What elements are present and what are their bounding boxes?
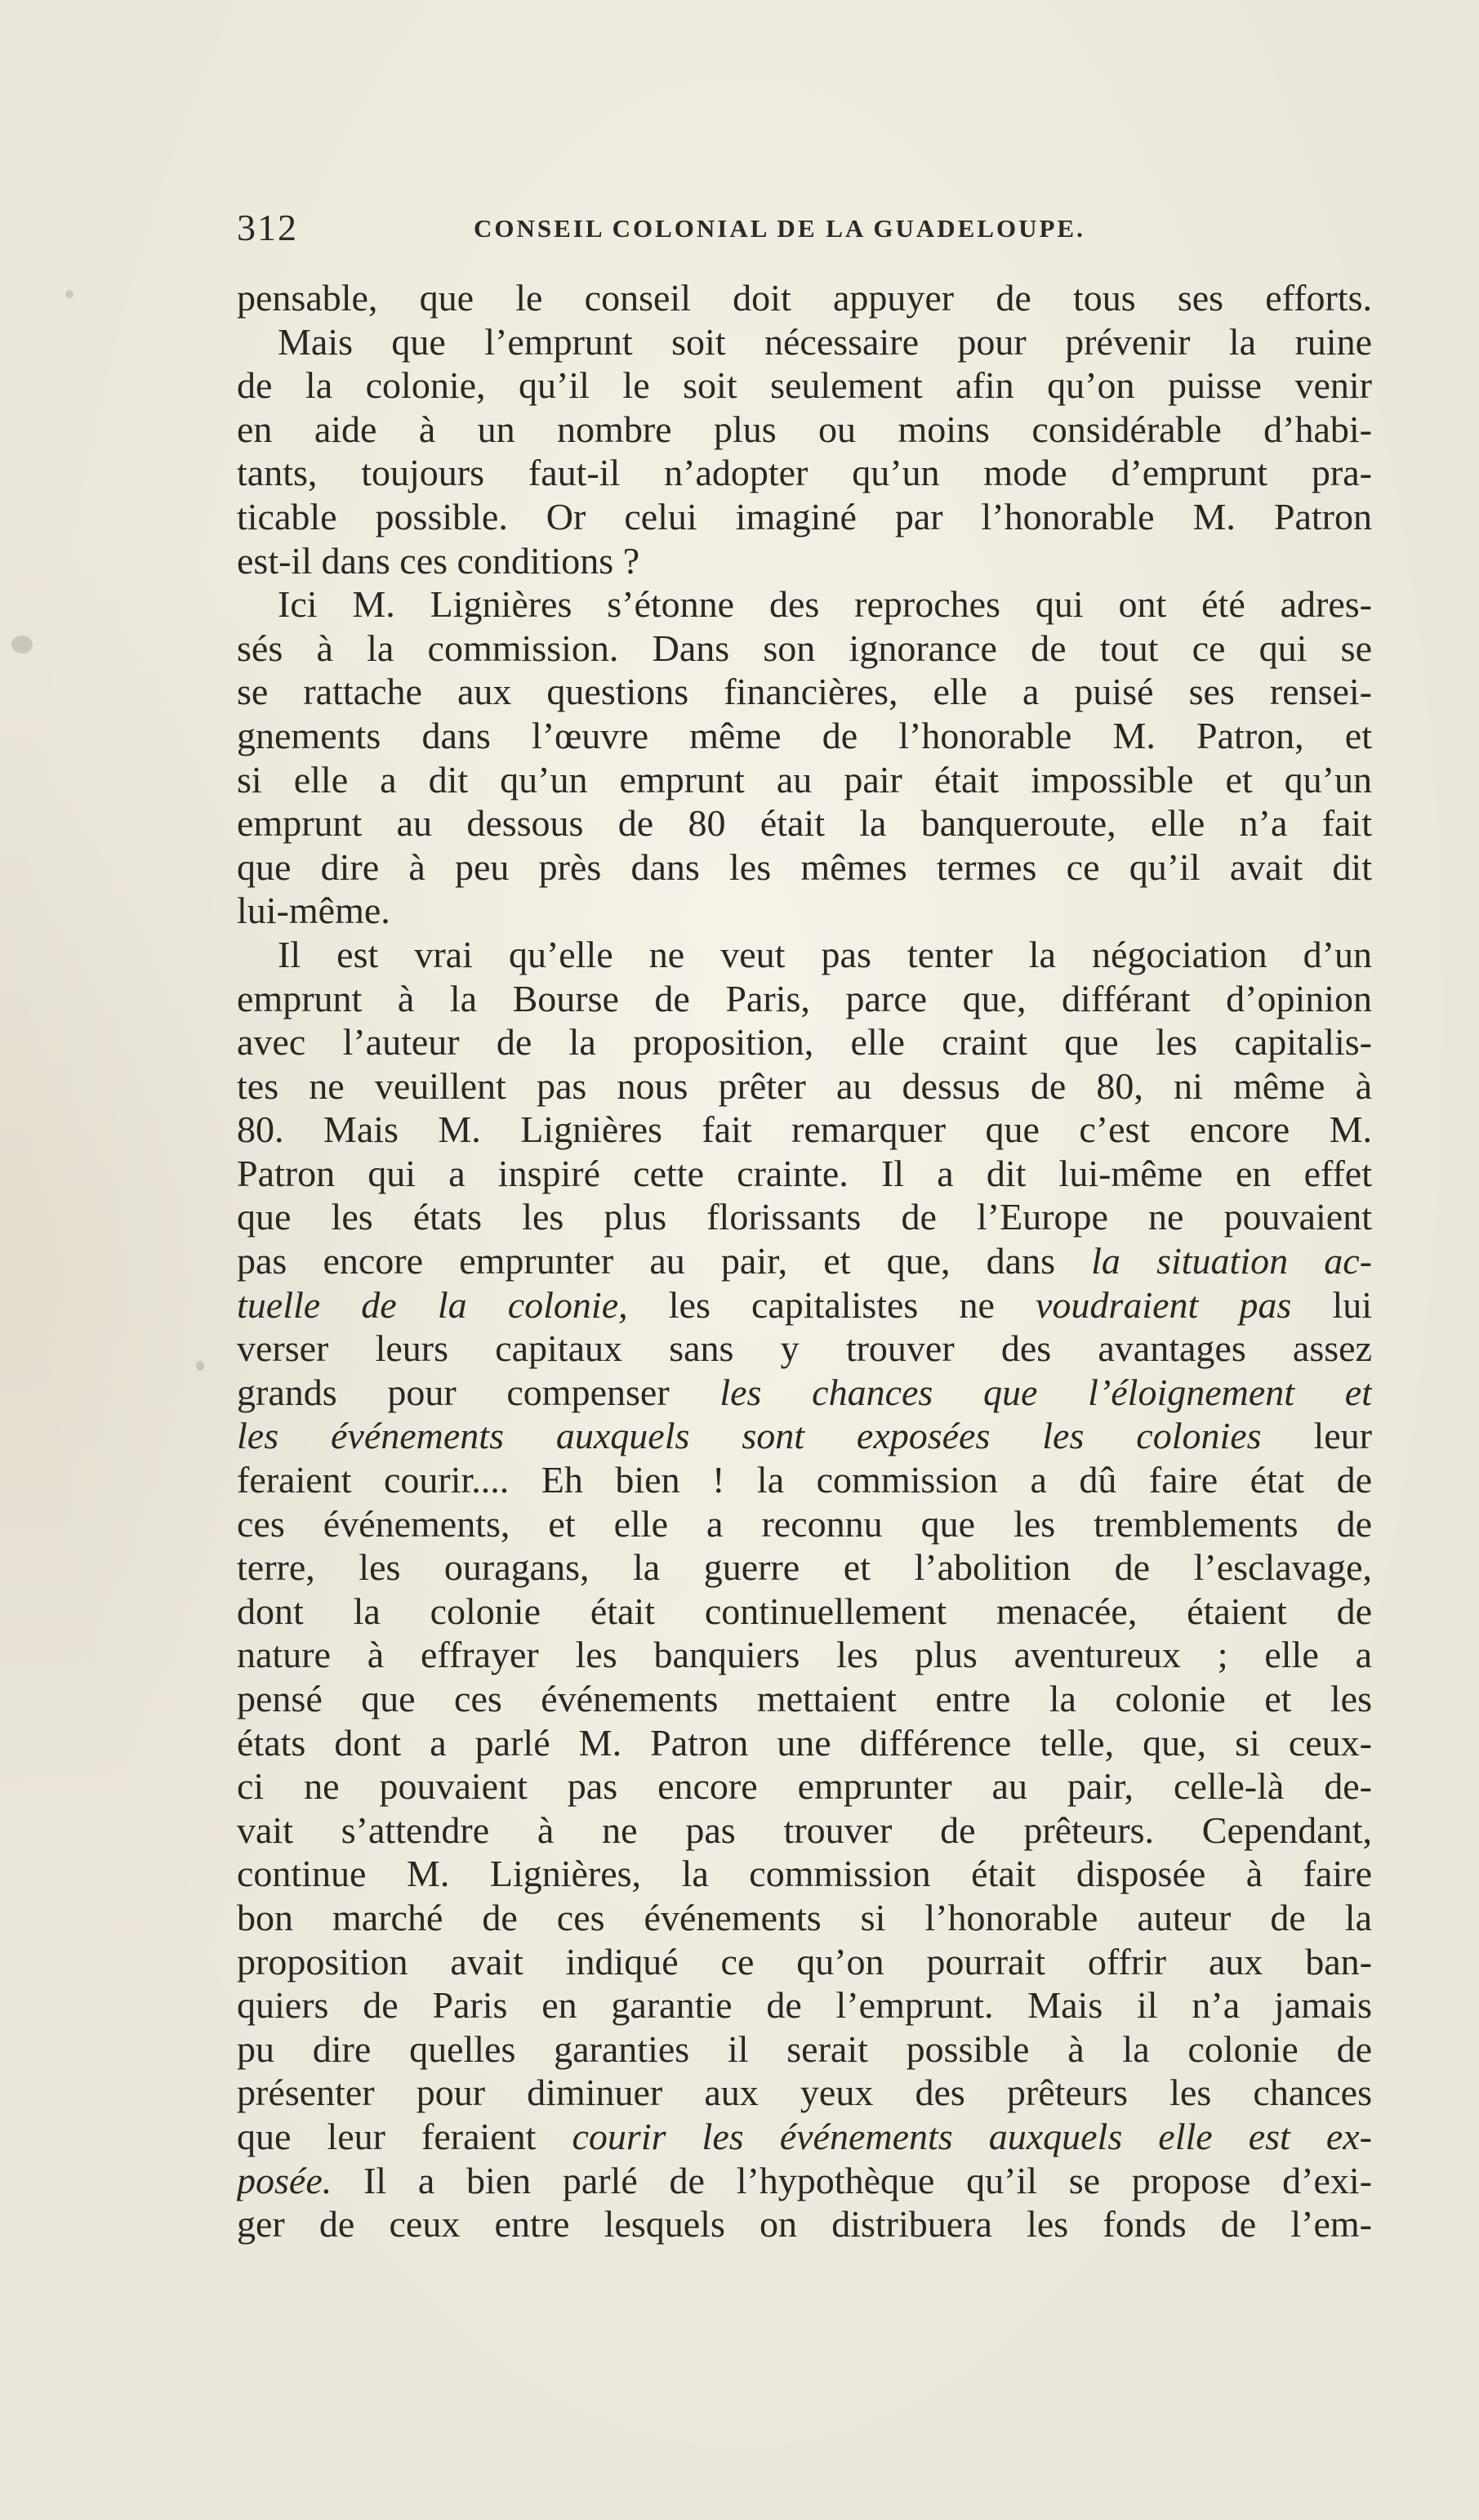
- text-line: se rattache aux questions financières, elle a puisé ses rensei-: [237, 671, 1372, 713]
- text-line: ci ne pouvaient pas encore emprunter au pair, celle-là de-: [237, 1765, 1372, 1808]
- text-line: avec l’auteur de la proposition, elle craint que les capitalis-: [237, 1021, 1372, 1064]
- text-line: que les états les plus florissants de l’Europe ne pouvaient: [237, 1196, 1372, 1238]
- text-fragment: lui: [1332, 1283, 1372, 1326]
- text-line: pensable, que le conseil doit appuyer de tous ses efforts.: [237, 277, 1372, 319]
- text-line: quiers de Paris en garantie de l’emprunt. Mais il n’a jamais: [237, 1984, 1372, 2027]
- text-line: sés à la commission. Dans son ignorance de tout ce qui se: [237, 627, 1372, 669]
- text-line: dont la colonie était continuellement menacée, étaient de: [237, 1590, 1372, 1632]
- page-number: 312: [237, 207, 298, 248]
- text-line: présenter pour diminuer aux yeux des prêteurs les chances: [237, 2072, 1372, 2114]
- paper-stain: [11, 636, 33, 653]
- paper-stain: [196, 1361, 204, 1371]
- text-line: nature à effrayer les banquiers les plus aventureux ; elle a: [237, 1634, 1372, 1676]
- text-line: 80. Mais M. Lignières fait remarquer que c’est encore M.: [237, 1108, 1372, 1151]
- text-line: emprunt au dessous de 80 était la banqueroute, elle n’a fait: [237, 802, 1372, 845]
- text-line: est-il dans ces conditions ?: [237, 539, 640, 582]
- text-line: [237, 1414, 1372, 1458]
- text-line: emprunt à la Bourse de Paris, parce que, différant d’opinion: [237, 977, 1372, 1019]
- italic-fragment: les chances que l’éloignement et: [719, 1371, 1372, 1413]
- text-fragment: que leur feraient: [237, 2115, 537, 2157]
- text-line: [237, 1371, 1372, 1415]
- text-line: Il est vrai qu’elle ne veut pas tenter la négociation d’un: [278, 933, 1372, 975]
- italic-fragment: posée.: [237, 2159, 332, 2201]
- text-fragment: pas encore emprunter au pair, et que, dans: [237, 1240, 1055, 1282]
- text-fragment: leur: [1313, 1415, 1372, 1457]
- text-line: Patron qui a inspiré cette crainte. Il a dit lui-même en effet: [237, 1152, 1372, 1194]
- italic-fragment: voudraient pas: [1036, 1283, 1292, 1326]
- text-fragment: les capitalistes ne: [668, 1283, 995, 1326]
- italic-fragment: les événements auxquels sont exposées les colonies: [237, 1415, 1262, 1457]
- italic-fragment: la situation ac-: [1091, 1240, 1372, 1282]
- italic-fragment: courir les événements auxquels elle est ex-: [572, 2115, 1372, 2157]
- text-line: que dire à peu près dans les mêmes termes ce qu’il avait dit: [237, 845, 1372, 888]
- text-line: pensé que ces événements mettaient entre la colonie et les: [237, 1678, 1372, 1719]
- text-line: tants, toujours faut-il n’adopter qu’un mode d’emprunt pra-: [237, 452, 1372, 494]
- text-line: tes ne veuillent pas nous prêter au dessus de 80, ni même à: [237, 1064, 1372, 1107]
- running-title: CONSEIL COLONIAL DE LA GUADELOUPE.: [474, 214, 1085, 243]
- text-line: bon marché de ces événements si l’honorable auteur de la: [237, 1896, 1372, 1938]
- body-text: [237, 276, 1372, 2246]
- text-line: vait s’attendre à ne pas trouver de prêteurs. Cependant,: [237, 1809, 1372, 1851]
- text-line: ces événements, et elle a reconnu que les tremblements de: [237, 1502, 1372, 1545]
- text-line: de la colonie, qu’il le soit seulement afin qu’on puisse venir: [237, 364, 1372, 407]
- text-line: verser leurs capitaux sans y trouver des avantages assez: [237, 1327, 1372, 1370]
- text-line: [237, 2159, 1372, 2203]
- text-line: si elle a dit qu’un emprunt au pair était impossible et qu’un: [237, 758, 1372, 801]
- text-fragment: Il a bien parlé de l’hypothèque qu’il se propose d’exi-: [363, 2159, 1372, 2201]
- paper-stain: [65, 290, 74, 298]
- text-line: proposition avait indiqué ce qu’on pourrait offrir aux ban-: [237, 1940, 1372, 1983]
- text-line: gnements dans l’œuvre même de l’honorable M. Patron, et: [237, 714, 1372, 756]
- text-line: continue M. Lignières, la commission était disposée à faire: [237, 1853, 1372, 1895]
- text-line: en aide à un nombre plus ou moins considérable d’habi-: [237, 408, 1372, 450]
- text-line: ticable possible. Or celui imaginé par l’honorable M. Patron: [237, 495, 1372, 537]
- text-line: terre, les ouragans, la guerre et l’abolition de l’esclavage,: [237, 1546, 1372, 1589]
- text-line: ger de ceux entre lesquels on distribuera les fonds de l’em-: [237, 2203, 1372, 2246]
- text-line: états dont a parlé M. Patron une différence telle, que, si ceux-: [237, 1721, 1372, 1764]
- italic-fragment: tuelle de la colonie,: [237, 1283, 628, 1326]
- text-line: Ici M. Lignières s’étonne des reproches qui ont été adres-: [278, 583, 1372, 626]
- text-line: Mais que l’emprunt soit nécessaire pour prévenir la ruine: [278, 320, 1372, 363]
- text-fragment: grands pour compenser: [237, 1371, 670, 1413]
- text-line: lui-même.: [237, 890, 390, 932]
- text-line: [237, 1283, 1372, 1327]
- text-line: pu dire quelles garanties il serait possible à la colonie de: [237, 2027, 1372, 2070]
- running-head: [237, 206, 1372, 255]
- text-line: [237, 1239, 1372, 1283]
- text-line: [237, 2115, 1372, 2159]
- text-line: feraient courir.... Eh bien ! la commission a dû faire état de: [237, 1459, 1372, 1501]
